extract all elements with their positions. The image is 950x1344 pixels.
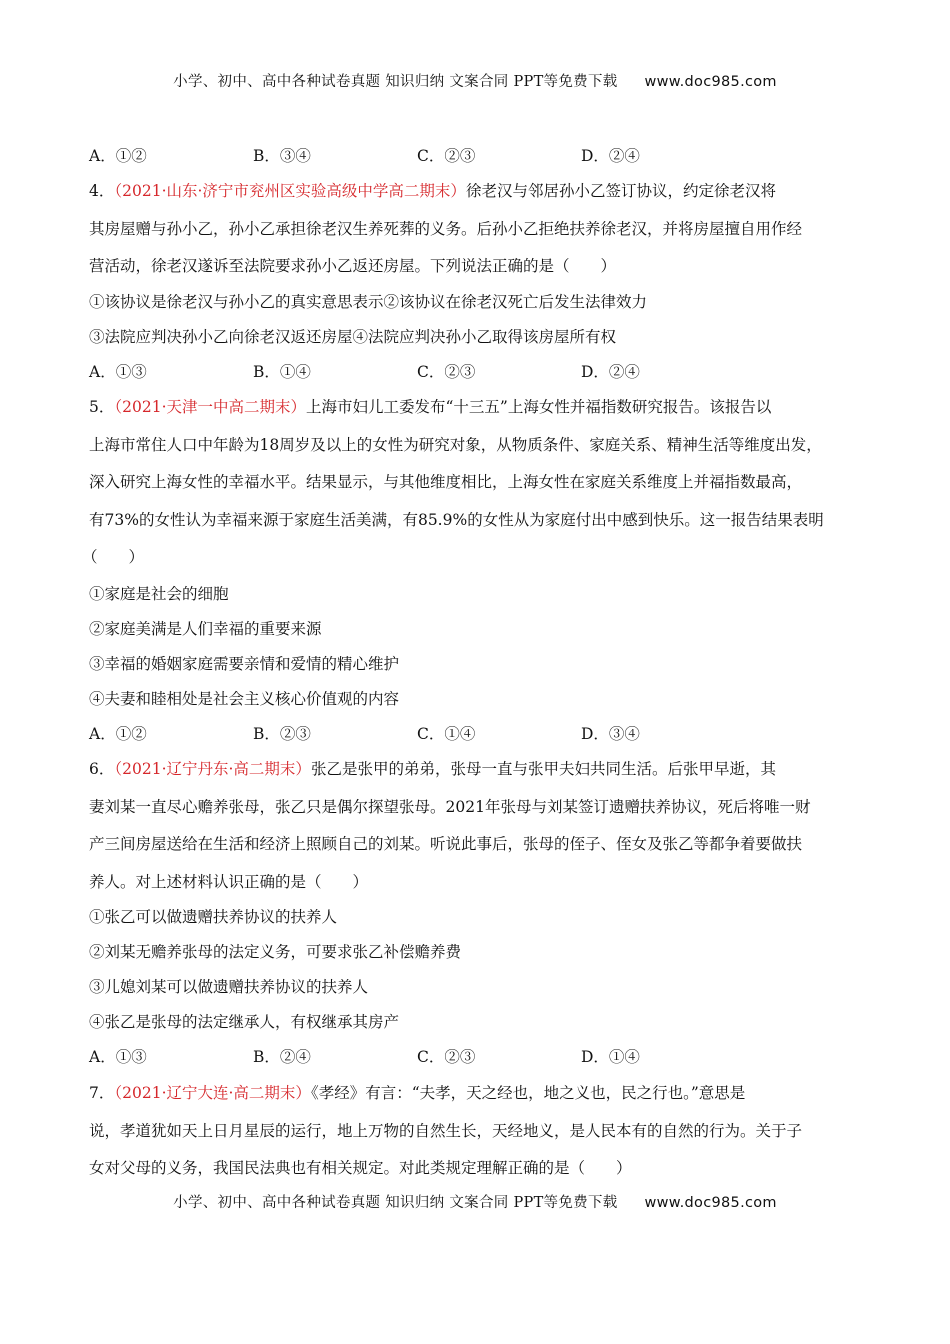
- q4-stem-line: [89, 181, 879, 201]
- q6-option-b: B．②④: [253, 1048, 311, 1066]
- q4-stem-text: 徐老汉与邻居孙小乙签订协议，约定徐老汉将: [465, 182, 776, 200]
- q4-statement: ①该协议是徐老汉与孙小乙的真实意思表示②该协议在徐老汉死亡后发生法律效力: [89, 293, 648, 311]
- q3-option-c: C．②③: [417, 147, 476, 165]
- q6-source: （2021·辽宁丹东·高二期末）: [114, 760, 311, 778]
- q5-source: （2021·天津一中高二期末）: [114, 398, 306, 416]
- page-header: [0, 70, 950, 91]
- q3-option-b: B．③④: [253, 147, 311, 165]
- q4-option-b: B．①④: [253, 363, 311, 381]
- q3-option-d: D．②④: [581, 147, 640, 165]
- q4-source: （2021·山东·济宁市兖州区实验高级中学高二期末）: [114, 182, 466, 200]
- q5-option-c: C．①④: [417, 725, 476, 743]
- q5-stem-line: [89, 397, 879, 417]
- q6-stem-line: 妻刘某一直尽心赡养张母，张乙只是偶尔探望张母。2021年张母与刘某签订遗赠扶养协议，死后将唯一财: [89, 798, 811, 816]
- footer-url[interactable]: www.doc985.com: [644, 1195, 777, 1211]
- q5-option-b: B．②③: [253, 725, 311, 743]
- q7-source: （2021·辽宁大连·高二期末）: [114, 1084, 311, 1102]
- q5-statement: ③幸福的婚姻家庭需要亲情和爱情的精心维护: [89, 655, 400, 673]
- q6-option-a: A．①③: [89, 1048, 147, 1066]
- q4-stem-line: 其房屋赠与孙小乙，孙小乙承担徐老汉生养死葬的义务。后孙小乙拒绝扶养徐老汉，并将房屋擅自用作经: [89, 220, 803, 238]
- q6-statement: ①张乙可以做遗赠扶养协议的扶养人: [89, 908, 338, 926]
- q6-statement: ③儿媳刘某可以做遗赠扶养协议的扶养人: [89, 978, 369, 996]
- header-text: 小学、初中、高中各种试卷真题 知识归纳 文案合同 PPT等免费下载: [173, 74, 618, 90]
- q5-statement: ②家庭美满是人们幸福的重要来源: [89, 620, 322, 638]
- q4-option-c: C．②③: [417, 363, 476, 381]
- q7-stem-line: [89, 1083, 879, 1103]
- q4-number: 4．: [89, 182, 115, 200]
- q6-stem-line: 养人。对上述材料认识正确的是（ ）: [89, 873, 369, 891]
- q4-statement: ③法院应判决孙小乙向徐老汉返还房屋④法院应判决孙小乙取得该房屋所有权: [89, 328, 617, 346]
- q5-statement: ④夫妻和睦相处是社会主义核心价值观的内容: [89, 690, 400, 708]
- q5-option-a: A．①②: [89, 725, 147, 743]
- q7-stem-text: 《孝经》有言：“夫孝，天之经也，地之义也，民之行也。”意思是: [310, 1084, 746, 1102]
- q7-stem-line: 说，孝道犹如天上日月星辰的运行，地上万物的自然生长，天经地义，是人民本有的自然的行为。关于子: [89, 1122, 803, 1140]
- q7-number: 7．: [89, 1084, 115, 1102]
- q5-stem-line: 深入研究上海女性的幸福水平。结果显示，与其他维度相比，上海女性在家庭关系维度上并福指数最高，: [89, 473, 803, 491]
- q5-stem-line: （ ）: [82, 548, 145, 566]
- q5-stem-line: 上海市常住人口中年龄为18周岁及以上的女性为研究对象，从物质条件、家庭关系、精神生活等维度出发，: [89, 436, 822, 454]
- q4-option-a: A．①③: [89, 363, 147, 381]
- page-footer: [0, 1191, 950, 1212]
- q6-stem-line: [89, 759, 879, 779]
- q6-number: 6．: [89, 760, 115, 778]
- q5-stem-text: 上海市妇儿工委发布“十三五”上海女性并福指数研究报告。该报告以: [306, 398, 772, 416]
- q6-option-c: C．②③: [417, 1048, 476, 1066]
- q5-stem-line: 有73%的女性认为幸福来源于家庭生活美满，有85.9%的女性从为家庭付出中感到快乐。这一报告结果表明: [89, 511, 824, 529]
- q5-statement: ①家庭是社会的细胞: [89, 585, 229, 603]
- q5-option-d: D．③④: [581, 725, 640, 743]
- q6-option-d: D．①④: [581, 1048, 640, 1066]
- q4-stem-line: 营活动，徐老汉遂诉至法院要求孙小乙返还房屋。下列说法正确的是（ ）: [89, 257, 617, 275]
- q5-number: 5．: [89, 398, 115, 416]
- q6-statement: ④张乙是张母的法定继承人，有权继承其房产: [89, 1013, 400, 1031]
- header-url[interactable]: www.doc985.com: [644, 74, 777, 90]
- q7-stem-line: 女对父母的义务，我国民法典也有相关规定。对此类规定理解正确的是（ ）: [89, 1159, 632, 1177]
- footer-text: 小学、初中、高中各种试卷真题 知识归纳 文案合同 PPT等免费下载: [173, 1195, 618, 1211]
- q4-option-d: D．②④: [581, 363, 640, 381]
- q6-stem-line: 产三间房屋送给在生活和经济上照顾自己的刘某。听说此事后，张母的侄子、侄女及张乙等都争着要做扶: [89, 835, 803, 853]
- q3-option-a: A．①②: [89, 147, 147, 165]
- q6-statement: ②刘某无赡养张母的法定义务，可要求张乙补偿赡养费: [89, 943, 462, 961]
- q6-stem-text: 张乙是张甲的弟弟，张母一直与张甲夫妇共同生活。后张甲早逝，其: [310, 760, 776, 778]
